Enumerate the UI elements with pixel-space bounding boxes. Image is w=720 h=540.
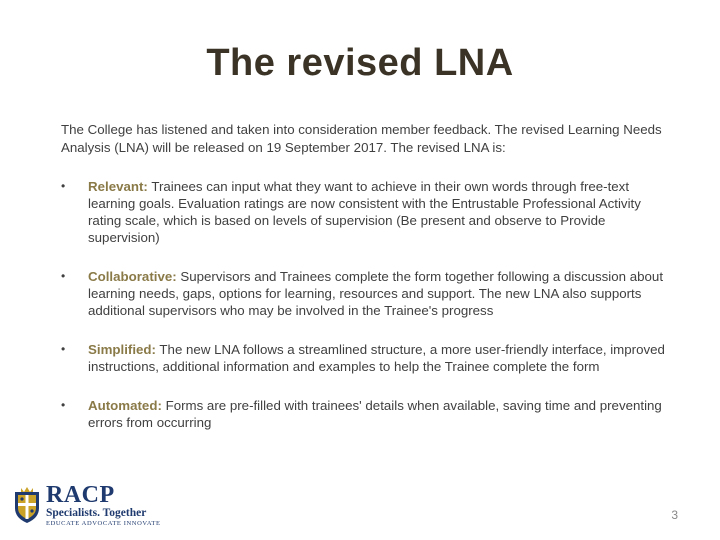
bullet-dot-icon: • <box>61 269 66 283</box>
page-number: 3 <box>671 508 678 522</box>
bullet-term: Relevant: <box>88 179 148 194</box>
bullet-text: The new LNA follows a streamlined structure, a more user-friendly interface, improved instructions, additional information and examples to help the Trainee complete the form <box>88 342 665 374</box>
bullet-item-automated <box>61 397 671 431</box>
bullet-term: Automated: <box>88 398 162 413</box>
intro-paragraph: The College has listened and taken into consideration member feedback. The revised Learning Needs Analysis (LNA) will be released on 19 September 2017. The revised LNA is: <box>61 122 662 155</box>
bullet-text: Trainees can input what they want to achieve in their own words through free-text learning goals. Evaluation ratings are now consistent with the Entrustable Professional Activity rating scale, which is based on levels of supervision (Be present and observe to Provide supervision) <box>88 179 641 245</box>
logo-motto: EDUCATE ADVOCATE INNOVATE <box>46 520 161 527</box>
logo-brand: RACP <box>46 482 115 508</box>
logo-tagline: Specialists. Together <box>46 507 147 519</box>
bullet-text: Supervisors and Trainees complete the form together following a discussion about learning needs, gaps, options for learning, resources and support. The new LNA also supports additional supervisors who may be involved in the Trainee's progress <box>88 269 664 318</box>
racp-logo <box>12 484 162 530</box>
bullet-item-simplified <box>61 341 671 375</box>
slide-title: The revised LNA <box>206 42 514 84</box>
racp-crest-icon <box>12 486 42 524</box>
bullet-list <box>61 178 671 431</box>
bullet-term: Simplified: <box>88 342 156 357</box>
bullet-item-collaborative <box>61 268 671 319</box>
bullet-text: Forms are pre-filled with trainees' details when available, saving time and preventing errors from occurring <box>88 398 662 430</box>
bullet-item-relevant <box>61 178 671 246</box>
bullet-term: Collaborative: <box>88 269 177 284</box>
bullet-dot-icon: • <box>61 342 66 356</box>
bullet-dot-icon: • <box>61 398 66 412</box>
bullet-dot-icon: • <box>61 179 66 193</box>
